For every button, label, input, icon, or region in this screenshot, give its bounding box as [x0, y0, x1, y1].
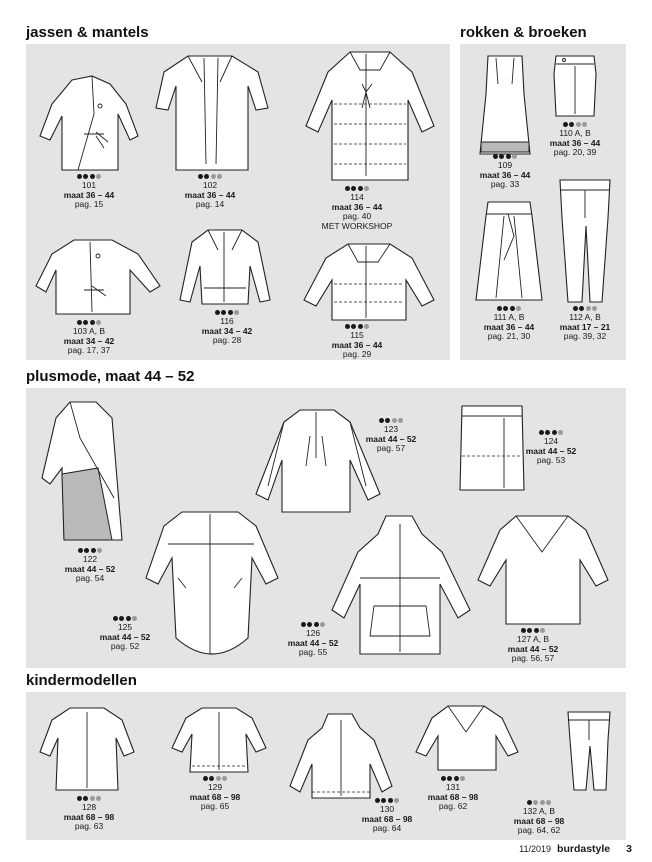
difficulty-dots [268, 620, 358, 628]
page-ref: pag. 15 [74, 199, 104, 209]
page-ref: pag. 54 [75, 573, 105, 583]
page-ref: pag. 28 [212, 335, 242, 345]
caption-123 [346, 416, 436, 454]
difficulty-dots [408, 774, 498, 782]
garment-110-illustration [550, 54, 600, 120]
caption-115 [312, 322, 402, 360]
difficulty-dots [346, 416, 436, 424]
brand-logo: burdastyle [557, 843, 611, 855]
issue-label: 11/2019 [519, 844, 552, 854]
model-number: 123 [383, 424, 399, 434]
page-ref: pag. 55 [298, 647, 328, 657]
page-footer [519, 843, 632, 855]
caption-122 [45, 546, 135, 584]
page-ref: pag. 40 [342, 211, 372, 221]
page-ref: pag. 64 [372, 823, 402, 833]
size-range: maat 44 – 52 [287, 637, 339, 648]
page-ref: pag. 33 [490, 179, 520, 189]
size-range: maat 36 – 44 [331, 201, 383, 212]
size-range: maat 44 – 52 [365, 433, 417, 444]
size-range: maat 68 – 98 [513, 815, 565, 826]
page-ref: pag. 57 [376, 443, 406, 453]
size-range: maat 44 – 52 [64, 563, 116, 574]
section-title-plus: plusmode, maat 44 – 52 [26, 368, 195, 385]
difficulty-dots [312, 184, 402, 192]
difficulty-dots [494, 798, 584, 806]
model-number: 112 A, B [569, 312, 601, 322]
model-number: 111 A, B [493, 312, 525, 322]
garment-109-illustration [478, 54, 532, 158]
size-range: maat 34 – 42 [201, 325, 253, 336]
caption-102 [165, 172, 255, 210]
size-range: maat 68 – 98 [63, 811, 115, 822]
page-ref: pag. 53 [536, 455, 566, 465]
model-number: 110 A, B [559, 128, 591, 138]
caption-110 [530, 120, 620, 158]
size-range: maat 36 – 44 [483, 321, 535, 332]
model-number: 114 [350, 192, 364, 202]
size-range: maat 17 – 21 [559, 321, 611, 332]
model-number: 101 [81, 180, 97, 190]
model-number: 126 [305, 628, 321, 638]
difficulty-dots [170, 774, 260, 782]
page-ref: pag. 62 [438, 801, 468, 811]
size-range: maat 34 – 42 [63, 335, 115, 346]
difficulty-dots [44, 172, 134, 180]
garment-115-illustration [302, 240, 438, 324]
model-number: 128 [81, 802, 97, 812]
difficulty-dots [488, 626, 578, 634]
caption-112 [540, 304, 630, 342]
caption-125 [80, 614, 170, 652]
page-ref: pag. 21, 30 [487, 331, 531, 341]
caption-127 [488, 626, 578, 664]
garment-128-illustration [38, 704, 138, 794]
size-range: maat 44 – 52 [507, 643, 559, 654]
size-range: maat 36 – 44 [184, 189, 236, 200]
model-number: 115 [350, 330, 364, 340]
model-number: 116 [220, 316, 234, 326]
model-number: 130 [379, 804, 395, 814]
caption-132 [494, 798, 584, 836]
model-number: 124 [543, 436, 559, 446]
garment-116-illustration [178, 226, 274, 310]
difficulty-dots [44, 318, 134, 326]
caption-131 [408, 774, 498, 812]
size-range: maat 68 – 98 [427, 791, 479, 802]
section-title-kinder: kindermodellen [26, 672, 137, 689]
page-ref: pag. 56, 57 [511, 653, 555, 663]
difficulty-dots [182, 308, 272, 316]
garment-111-illustration [474, 200, 544, 304]
page-ref: pag. 52 [110, 641, 140, 651]
section-title-jassen: jassen & mantels [26, 24, 149, 41]
page-ref: pag. 64, 62 [517, 825, 561, 835]
size-range: maat 36 – 44 [549, 137, 601, 148]
difficulty-dots [506, 428, 596, 436]
model-number: 125 [117, 622, 133, 632]
garment-101-illustration [34, 74, 144, 174]
page-ref: pag. 17, 37 [67, 345, 111, 355]
garment-114-illustration [300, 48, 440, 184]
model-number: 103 A, B [72, 326, 106, 336]
size-range: maat 36 – 44 [331, 339, 383, 350]
model-number: 109 [497, 160, 513, 170]
garment-131-illustration [412, 702, 522, 774]
page-ref: pag. 39, 32 [563, 331, 607, 341]
size-range: maat 44 – 52 [525, 445, 577, 456]
difficulty-dots [312, 322, 402, 330]
difficulty-dots [80, 614, 170, 622]
garment-102-illustration [152, 52, 272, 174]
model-number: 122 [82, 554, 98, 564]
page-ref: pag. 29 [342, 349, 372, 359]
caption-124 [506, 428, 596, 466]
size-range: maat 68 – 98 [189, 791, 241, 802]
difficulty-dots [540, 304, 630, 312]
garment-103-illustration [34, 236, 164, 318]
size-range: maat 36 – 44 [479, 169, 531, 180]
model-number: 102 [202, 180, 218, 190]
model-number: 129 [207, 782, 223, 792]
page-ref: pag. 65 [200, 801, 230, 811]
garment-132-illustration [564, 710, 614, 794]
garment-127-illustration [476, 512, 612, 628]
difficulty-dots [165, 172, 255, 180]
page-number: 3 [626, 843, 632, 855]
caption-109 [460, 152, 550, 190]
caption-126 [268, 620, 358, 658]
caption-116 [182, 308, 272, 346]
model-number: 127 A, B [516, 634, 550, 644]
garment-122-illustration [40, 398, 140, 544]
size-range: maat 44 – 52 [99, 631, 151, 642]
garment-130-illustration [286, 712, 396, 802]
difficulty-dots [45, 546, 135, 554]
caption-129 [170, 774, 260, 812]
caption-103 [44, 318, 134, 356]
size-range: maat 68 – 98 [361, 813, 413, 824]
difficulty-dots [530, 120, 620, 128]
garment-129-illustration [170, 704, 270, 776]
size-range: maat 36 – 44 [63, 189, 115, 200]
garment-112-illustration [556, 178, 614, 306]
page-ref: pag. 20, 39 [553, 147, 597, 157]
caption-101 [44, 172, 134, 210]
difficulty-dots [44, 794, 134, 802]
model-number: 131 [445, 782, 461, 792]
caption-114 [312, 184, 402, 231]
caption-128 [44, 794, 134, 832]
section-title-rokken: rokken & broeken [460, 24, 587, 41]
workshop-note: MET WORKSHOP [321, 220, 393, 231]
page-ref: pag. 63 [74, 821, 104, 831]
model-number: 132 A, B [522, 806, 556, 816]
page-ref: pag. 14 [195, 199, 225, 209]
